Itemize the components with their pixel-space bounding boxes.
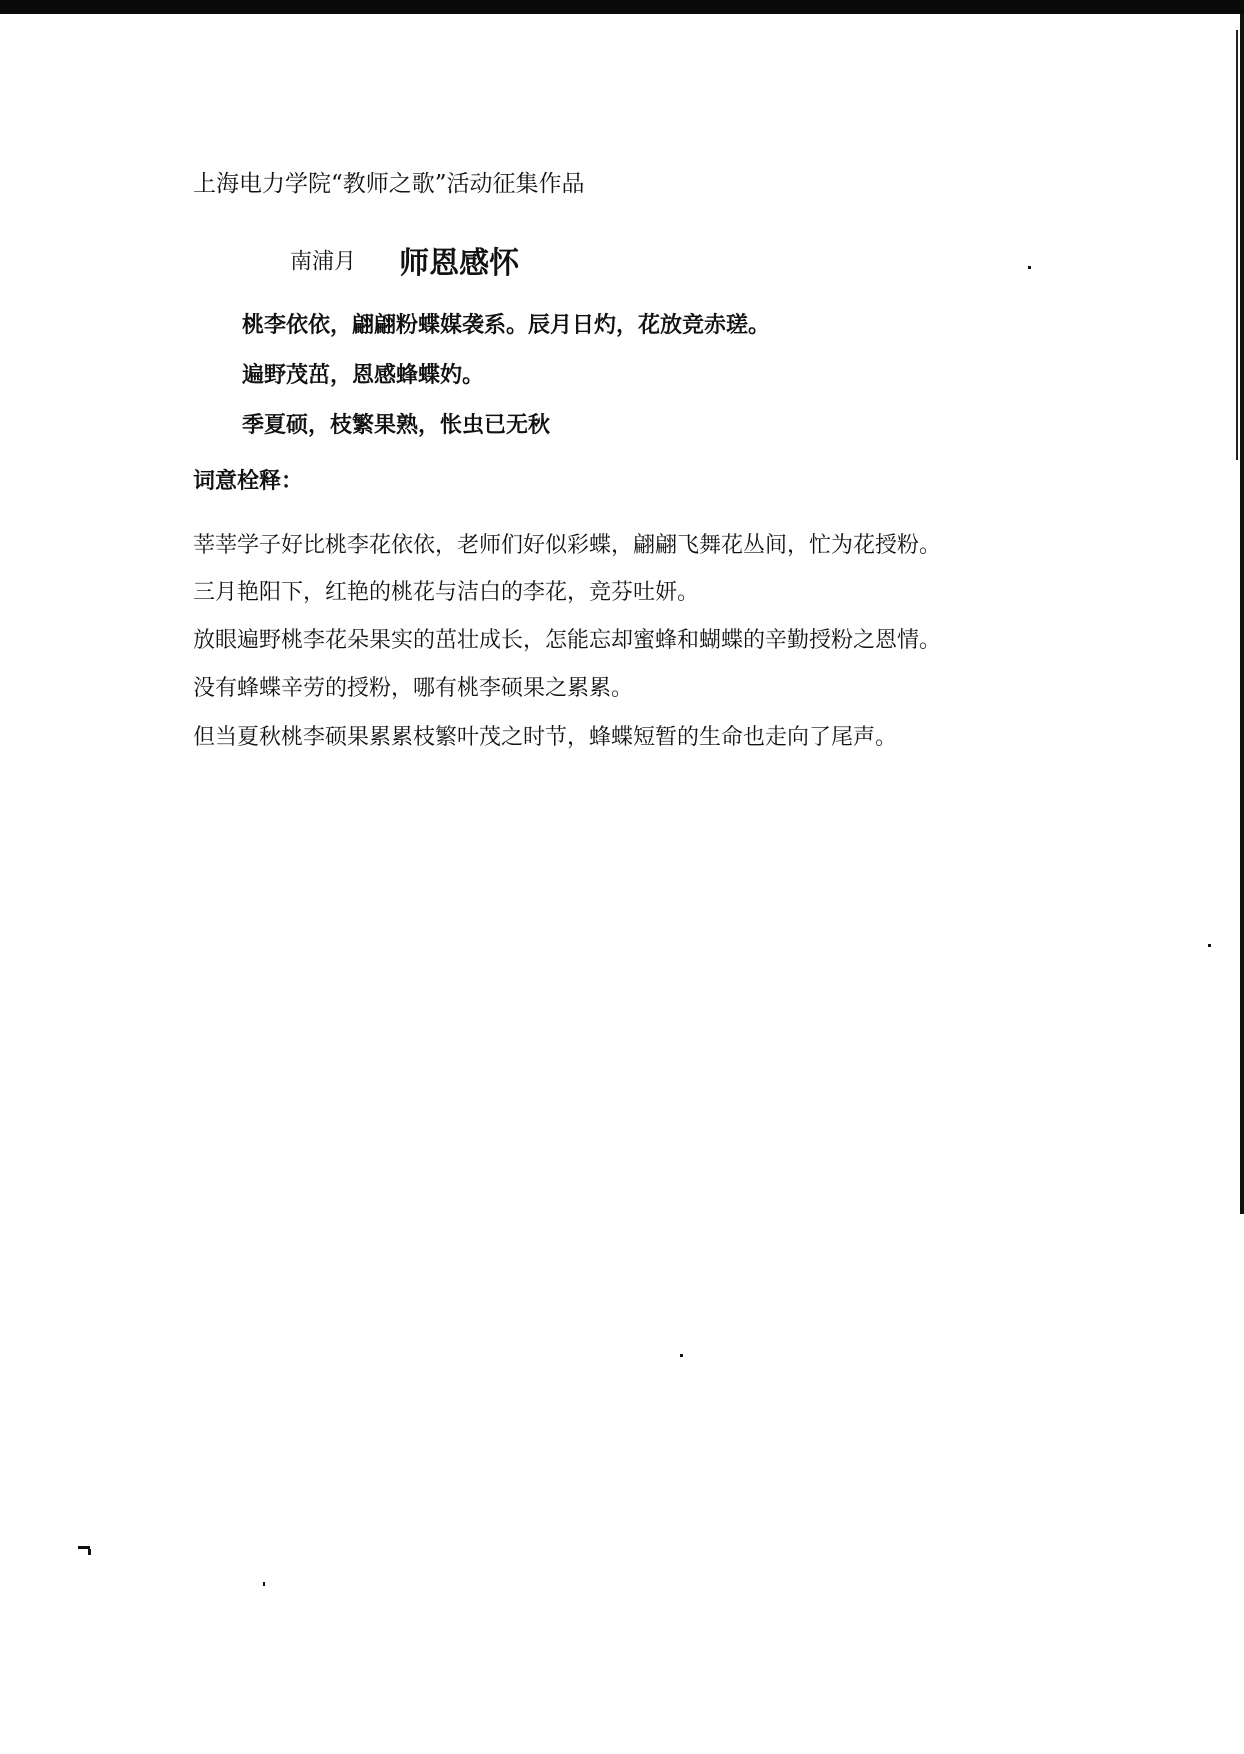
paragraph-1: 莘莘学子好比桃李花依依，老师们好似彩蝶，翩翩飞舞花丛间，忙为花授粉。 <box>193 533 942 558</box>
paragraph-5: 但当夏秋桃李硕果累累枝繁叶茂之时节，蜂蝶短暂的生命也走向了尾声。 <box>193 725 898 750</box>
paragraph-2: 三月艳阳下，红艳的桃花与洁白的李花，竞芬吐妍。 <box>193 580 700 605</box>
poem-line-2: 遍野茂茁，恩感蜂蝶妁。 <box>242 363 485 388</box>
poem-title-line <box>290 238 519 282</box>
paragraph-3: 放眼遍野桃李花朵果实的茁壮成长，怎能忘却蜜蜂和蝴蝶的辛勤授粉之恩情。 <box>193 628 942 653</box>
scan-speck <box>1028 266 1031 269</box>
document-heading: 上海电力学院“教师之歌”活动征集作品 <box>193 171 585 197</box>
scan-speck <box>1208 944 1211 947</box>
notes-label: 词意栓释： <box>193 469 304 494</box>
scan-speck <box>88 1549 91 1555</box>
scan-speck <box>680 1354 683 1357</box>
poem-line-3: 季夏硕，枝繁果熟，怅虫已无秋 <box>242 413 551 438</box>
scan-right-edge-inner <box>1236 30 1238 460</box>
scan-top-border <box>0 0 1244 14</box>
scan-speck <box>263 1582 265 1586</box>
tune-name: 南浦月 <box>290 249 357 275</box>
scan-right-edge <box>1240 14 1244 1214</box>
poem-title: 师恩感怀 <box>399 246 520 281</box>
poem-line-1: 桃李依依，翩翩粉蝶媒袭系。辰月日灼，花放竞赤瑳。 <box>242 313 771 338</box>
paragraph-4: 没有蜂蝶辛劳的授粉，哪有桃李硕果之累累。 <box>193 676 634 701</box>
